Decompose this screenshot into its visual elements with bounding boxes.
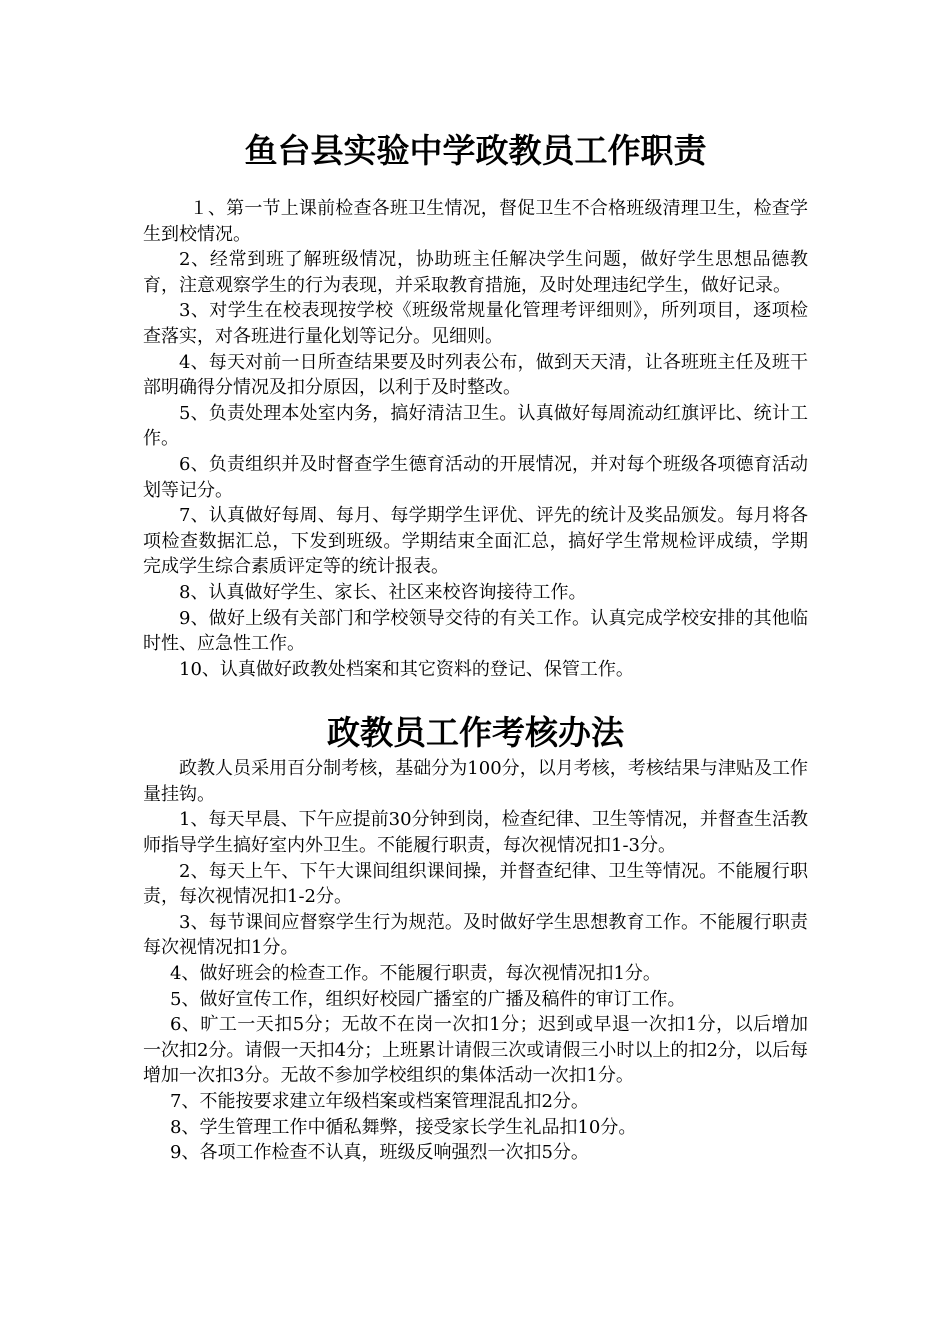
assessment-item-4: 4、做好班会的检查工作。不能履行职责，每次视情况扣1分。: [170, 963, 661, 985]
duty-item-5: 5、负责处理本处室内务，搞好清洁卫生。认真做好每周流动红旗评比、统计工作。: [143, 402, 808, 450]
assessment-section: [143, 756, 808, 1166]
assessment-item-6: 6、旷工一天扣5分；无故不在岗一次扣1分；迟到或早退一次扣1分，以后增加一次扣2分。请假一天扣4分；上班累计请假三次或请假三小时以上的扣2分，以后每增加一次扣3分。无故不参加学校组织的集体活动一次扣1分。: [143, 1014, 808, 1087]
assessment-item-5: 5、做好宣传工作，组织好校园广播室的广播及稿件的审订工作。: [170, 988, 686, 1010]
duty-item-2: 2、经常到班了解班级情况，协助班主任解决学生问题，做好学生思想品德教育，注意观察学生的行为表现，并采取教育措施，及时处理违纪学生，做好记录。: [143, 249, 808, 296]
duty-item-8: 8、认真做好学生、家长、社区来校咨询接待工作。: [179, 581, 587, 603]
duty-item-3: 3、对学生在校表现按学校《班级常规量化管理考评细则》，所列项目，逐项检查落实，对各班进行量化划等记分。见细则。: [143, 300, 808, 347]
assessment-item-9: 9、各项工作检查不认真，班级反响强烈一次扣5分。: [170, 1142, 589, 1164]
assessment-item-2: 2、每天上午、下午大课间组织课间操，并督查纪律、卫生等情况。不能履行职责，每次视情况扣1-2分。: [143, 860, 808, 908]
duty-item-9: 9、做好上级有关部门和学校领导交待的有关工作。认真完成学校安排的其他临时性、应急性工作。: [143, 607, 808, 655]
assessment-item-7: 7、不能按要求建立年级档案或档案管理混乱扣2分。: [170, 1091, 589, 1112]
assessment-item-8: 8、学生管理工作中循私舞弊，接受家长学生礼品扣10分。: [170, 1116, 637, 1138]
section-title-assessment: 政教员工作考核办法: [327, 713, 624, 753]
duty-item-4: 4、每天对前一日所查结果要及时列表公布，做到天天清，让各班班主任及班干部明确得分情况及扣分原因，以利于及时整改。: [143, 351, 808, 399]
assessment-item-1: 1、每天早晨、下午应提前30分钟到岗，检查纪律、卫生等情况，并督查生活教师指导学生搞好室内外卫生。不能履行职责，每次视情况扣1-3分。: [143, 809, 808, 857]
duty-item-7: 7、认真做好每周、每月、每学期学生评优、评先的统计及奖品颁发。每月将各项检查数据汇总，下发到班级。学期结束全面汇总，搞好学生常规检评成绩，学期完成学生综合素质评定等的统计报表。: [143, 505, 808, 578]
duty-item-1: １、第一节上课前检查各班卫生情况，督促卫生不合格班级清理卫生，检查学生到校情况。: [143, 198, 808, 245]
document-title: 鱼台县实验中学政教员工作职责: [244, 131, 707, 170]
assessment-item-3: 3、每节课间应督察学生行为规范。及时做好学生思想教育工作。不能履行职责每次视情况扣1分。: [143, 911, 808, 959]
duty-item-10: 10、认真做好政教处档案和其它资料的登记、保管工作。: [179, 658, 634, 680]
assessment-intro: 政教人员采用百分制考核，基础分为100分，以月考核，考核结果与津贴及工作量挂钩。: [143, 758, 808, 805]
duty-item-6: 6、负责组织并及时督查学生德育活动的开展情况，并对每个班级各项德育活动划等记分。: [143, 453, 808, 501]
document-page: [143, 120, 808, 1166]
duties-section: [143, 196, 808, 682]
